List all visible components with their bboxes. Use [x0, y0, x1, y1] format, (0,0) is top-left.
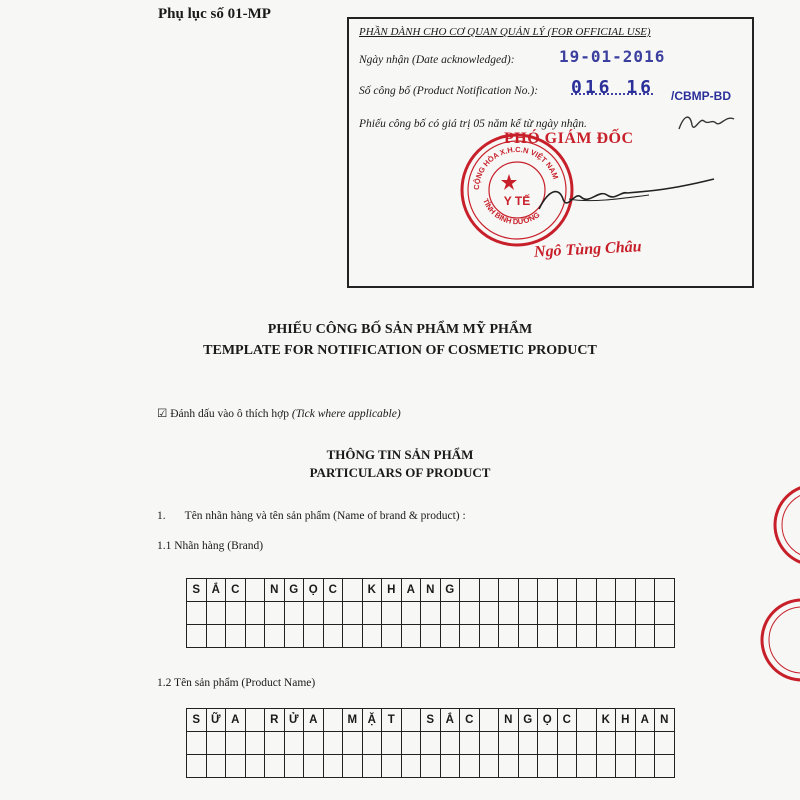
grid-cell — [519, 602, 539, 625]
grid-cell — [655, 602, 675, 625]
grid-cell — [265, 732, 285, 755]
grid-cell — [343, 602, 363, 625]
grid-cell: T — [382, 709, 402, 732]
grid-cell: A — [402, 579, 422, 602]
grid-cell — [402, 755, 422, 778]
grid-cell — [538, 625, 558, 648]
grid-cell — [343, 579, 363, 602]
grid-cell — [324, 755, 344, 778]
grid-cell — [519, 732, 539, 755]
grid-cell: Ặ — [363, 709, 383, 732]
grid-cell — [499, 755, 519, 778]
grid-cell — [285, 625, 305, 648]
grid-cell — [246, 579, 266, 602]
grid-cell — [636, 732, 656, 755]
grid-cell — [577, 709, 597, 732]
grid-cell — [421, 755, 441, 778]
grid-cell: C — [226, 579, 246, 602]
grid-cell — [636, 755, 656, 778]
grid-cell — [226, 602, 246, 625]
grid-cell — [577, 625, 597, 648]
grid-cell — [655, 625, 675, 648]
grid-cell: M — [343, 709, 363, 732]
grid-cell — [577, 602, 597, 625]
grid-cell — [616, 732, 636, 755]
svg-text:Y TẾ: Y TẾ — [503, 194, 531, 208]
section-title-english: PARTICULARS OF PRODUCT — [309, 465, 491, 480]
official-use-box — [347, 17, 754, 288]
grid-cell — [207, 732, 227, 755]
grid-cell — [246, 755, 266, 778]
grid-cell — [597, 602, 617, 625]
grid-cell — [402, 732, 422, 755]
grid-cell — [636, 625, 656, 648]
grid-cell: N — [499, 709, 519, 732]
grid-cell — [402, 602, 422, 625]
notification-no-suffix: /CBMP-BD — [671, 89, 731, 103]
section-title-vietnamese: THÔNG TIN SẢN PHẨM — [326, 447, 474, 462]
grid-cell — [402, 625, 422, 648]
grid-cell — [441, 625, 461, 648]
grid-cell — [538, 579, 558, 602]
grid-cell — [460, 625, 480, 648]
grid-cell — [421, 732, 441, 755]
grid-cell — [655, 755, 675, 778]
validity-text: Phiếu công bố có giá trị 05 năm kể từ ngày nhận. — [359, 118, 587, 130]
grid-cell — [616, 625, 636, 648]
date-acknowledged-value: 19-01-2016 — [559, 47, 666, 66]
grid-cell — [246, 602, 266, 625]
grid-cell — [207, 625, 227, 648]
grid-cell — [324, 602, 344, 625]
form-title-english: TEMPLATE FOR NOTIFICATION OF COSMETIC PRODUCT — [203, 343, 597, 358]
grid-cell — [363, 755, 383, 778]
grid-cell — [324, 709, 344, 732]
grid-cell — [558, 625, 578, 648]
grid-cell — [187, 755, 207, 778]
date-acknowledged-label: Ngày nhận (Date acknowledged): — [359, 54, 515, 66]
grid-cell — [421, 625, 441, 648]
grid-cell — [207, 755, 227, 778]
grid-cell — [343, 732, 363, 755]
item-1-label: Tên nhãn hàng và tên sản phẩm (Name of brand & product) : — [184, 510, 466, 522]
grid-cell — [519, 755, 539, 778]
grid-cell: A — [636, 709, 656, 732]
item-1-2-product-label: 1.2 Tên sản phẩm (Product Name) — [157, 677, 316, 689]
grid-cell: K — [363, 579, 383, 602]
grid-cell — [441, 755, 461, 778]
partial-stamp-icon-2 — [757, 595, 800, 685]
grid-cell: Ử — [285, 709, 305, 732]
grid-cell — [480, 602, 500, 625]
grid-cell — [655, 579, 675, 602]
grid-cell — [597, 755, 617, 778]
signer-name: Ngô Tùng Châu — [533, 238, 642, 261]
grid-cell — [187, 602, 207, 625]
grid-cell: Ọ — [304, 579, 324, 602]
grid-cell — [363, 625, 383, 648]
grid-cell: S — [421, 709, 441, 732]
grid-cell — [616, 755, 636, 778]
grid-cell — [187, 732, 207, 755]
grid-cell: Ữ — [207, 709, 227, 732]
grid-cell — [382, 602, 402, 625]
grid-cell — [480, 755, 500, 778]
grid-cell: N — [265, 579, 285, 602]
grid-cell — [226, 732, 246, 755]
grid-cell — [480, 625, 500, 648]
grid-cell — [519, 625, 539, 648]
item-1 — [157, 510, 466, 522]
grid-cell — [499, 579, 519, 602]
grid-cell — [558, 755, 578, 778]
grid-cell — [187, 625, 207, 648]
grid-cell — [616, 579, 636, 602]
grid-cell — [499, 732, 519, 755]
partial-stamp-icon — [770, 480, 800, 570]
brand-grid — [186, 578, 675, 648]
grid-cell — [460, 732, 480, 755]
grid-cell — [265, 755, 285, 778]
grid-cell — [285, 602, 305, 625]
grid-cell: C — [460, 709, 480, 732]
grid-cell: S — [187, 579, 207, 602]
grid-cell: Ắ — [207, 579, 227, 602]
grid-cell — [636, 579, 656, 602]
grid-cell: A — [304, 709, 324, 732]
grid-cell — [577, 579, 597, 602]
initials-icon — [674, 107, 744, 137]
grid-cell: N — [655, 709, 675, 732]
grid-cell — [246, 625, 266, 648]
grid-cell — [480, 732, 500, 755]
signer-title: PHÓ GIÁM ĐỐC — [504, 130, 634, 147]
grid-cell — [324, 625, 344, 648]
grid-cell — [285, 732, 305, 755]
grid-cell — [577, 755, 597, 778]
grid-cell — [226, 625, 246, 648]
tick-text-en: (Tick where applicable) — [291, 408, 401, 420]
grid-cell — [421, 602, 441, 625]
grid-cell — [480, 709, 500, 732]
grid-cell — [636, 602, 656, 625]
item-1-number: 1. — [157, 510, 166, 522]
grid-cell — [441, 732, 461, 755]
grid-cell — [519, 579, 539, 602]
grid-cell: G — [285, 579, 305, 602]
grid-cell — [499, 602, 519, 625]
grid-cell — [265, 625, 285, 648]
grid-cell — [597, 732, 617, 755]
grid-cell — [597, 579, 617, 602]
grid-cell — [382, 625, 402, 648]
tick-instruction — [157, 406, 401, 420]
grid-cell — [558, 602, 578, 625]
grid-cell — [304, 602, 324, 625]
grid-cell — [363, 602, 383, 625]
grid-cell: Ắ — [441, 709, 461, 732]
grid-cell — [304, 625, 324, 648]
grid-cell — [538, 732, 558, 755]
grid-cell — [558, 732, 578, 755]
svg-text:CỘNG HÒA X.H.C.N VIỆT NAM: CỘNG HÒA X.H.C.N VIỆT NAM — [471, 144, 561, 191]
grid-cell: S — [187, 709, 207, 732]
grid-cell — [207, 602, 227, 625]
svg-text:TỈNH BÌNH DƯƠNG: TỈNH BÌNH DƯƠNG — [481, 197, 542, 227]
grid-cell — [480, 579, 500, 602]
grid-cell — [538, 602, 558, 625]
grid-cell: R — [265, 709, 285, 732]
grid-cell — [382, 732, 402, 755]
notification-no-value: 016 16 — [571, 77, 655, 98]
form-title-vietnamese: PHIẾU CÔNG BỐ SẢN PHẨM MỸ PHẨM — [267, 322, 533, 337]
grid-cell — [343, 755, 363, 778]
grid-cell — [363, 732, 383, 755]
product-grid — [186, 708, 675, 778]
grid-cell: K — [597, 709, 617, 732]
grid-cell — [460, 579, 480, 602]
grid-cell: N — [421, 579, 441, 602]
grid-cell: A — [226, 709, 246, 732]
grid-cell — [558, 579, 578, 602]
grid-cell — [246, 709, 266, 732]
grid-cell: C — [324, 579, 344, 602]
grid-cell — [577, 732, 597, 755]
grid-cell — [382, 755, 402, 778]
grid-cell — [499, 625, 519, 648]
grid-cell — [226, 755, 246, 778]
checkbox-icon: ☑ — [157, 408, 168, 420]
grid-cell — [304, 732, 324, 755]
grid-cell — [655, 732, 675, 755]
grid-cell: Ọ — [538, 709, 558, 732]
appendix-label: Phụ lục số 01-MP — [158, 6, 271, 22]
grid-cell — [402, 709, 422, 732]
grid-cell — [441, 602, 461, 625]
grid-cell: H — [616, 709, 636, 732]
grid-cell — [324, 732, 344, 755]
signature-icon — [529, 169, 719, 229]
item-1-1-brand-label: 1.1 Nhãn hàng (Brand) — [157, 540, 264, 552]
grid-cell — [538, 755, 558, 778]
grid-cell — [285, 755, 305, 778]
grid-cell — [597, 625, 617, 648]
tick-text-vi: Đánh dấu vào ô thích hợp — [170, 408, 290, 420]
grid-cell: G — [519, 709, 539, 732]
grid-cell: H — [382, 579, 402, 602]
grid-cell — [265, 602, 285, 625]
notification-no-label: Số công bố (Product Notification No.): — [359, 85, 539, 97]
grid-cell: C — [558, 709, 578, 732]
official-use-header: PHẦN DÀNH CHO CƠ QUAN QUẢN LÝ (FOR OFFICIAL USE) — [359, 26, 651, 38]
grid-cell: G — [441, 579, 461, 602]
grid-cell — [304, 755, 324, 778]
grid-cell — [343, 625, 363, 648]
grid-cell — [616, 602, 636, 625]
grid-cell — [460, 755, 480, 778]
grid-cell — [246, 732, 266, 755]
grid-cell — [460, 602, 480, 625]
